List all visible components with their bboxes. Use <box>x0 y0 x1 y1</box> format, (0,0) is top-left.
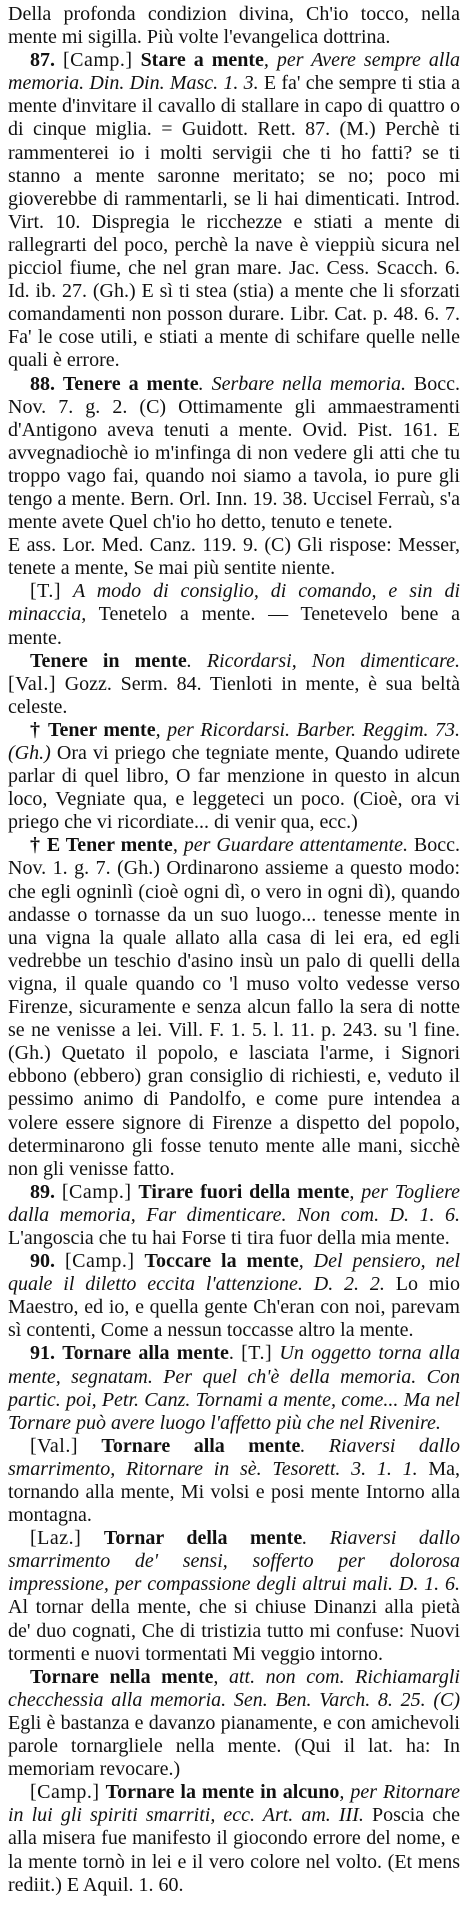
entry-definition: , per Ricordarsi. Barber. Reggim. 73. (Gh.) <box>8 718 461 764</box>
entry-number: 89. <box>30 1180 55 1203</box>
entry-tener-mente <box>8 719 460 834</box>
entry-tornare-nella-mente <box>8 1666 460 1781</box>
entry-headword: Tornare nella mente <box>30 1665 214 1688</box>
entry-definition: , att. non com. Richiamargli checchessia alla memoria. Sen. Ben. Varch. 8. 25. (C) <box>8 1665 460 1711</box>
source-tag: [Camp.] <box>61 1180 132 1203</box>
entry-tornare-la-mente <box>8 1781 460 1896</box>
entry-number: 88. <box>30 372 55 395</box>
entry-body: Ora vi priego che tegniate mente, Quando udirete parlar di quel libro, O far menzione in questo in alcun loco, Vegniate qua, e leggeteci un poco. (Cioè, ora vi priego che vi ricordiate... di venir qua, ecc.) <box>8 742 460 834</box>
source-tag: [T.] <box>30 580 62 603</box>
entry-definition: A modo di consiglio, di comando, e sin di minaccia, <box>8 580 460 626</box>
entry-definition: , per Ritornare in lui gli spiriti smarriti, ecc. Art. am. III. <box>8 1781 461 1827</box>
entry-headword: Tornare la mente in alcuno <box>105 1781 340 1804</box>
entry-headword: Toccare la mente <box>144 1250 299 1273</box>
entry-headword: Tirare fuori della mente <box>138 1180 350 1203</box>
entry-headword: Tornare alla mente <box>101 1434 301 1457</box>
entry-body: E ass. Lor. Med. Canz. 119. 9. (C) Gli rispose: Messer, tenete a mente, Se mai più sentite niente. <box>8 534 460 580</box>
source-tag: [Camp.] <box>30 1781 100 1804</box>
entry-definition: , per Avere sempre alla memoria. Din. Din. Masc. 1. 3. <box>8 49 461 95</box>
entry-tenere-in-mente <box>8 650 460 719</box>
entry-headword: Tornare alla mente <box>62 1342 229 1365</box>
entry-definition: . Ricordarsi, Non dimenticare. <box>186 649 460 672</box>
entry-body: Egli è bastanza e davanzo pianamente, e con amichevoli parole tornargliele nella mente. (Qui il lat. ha: In memoriam revocare.) <box>8 1711 460 1781</box>
entry-definition: . Serbare nella memoria. <box>198 372 407 395</box>
entry-number: 87. <box>30 49 55 72</box>
entry-definition: . Riaversi dallo smarrimento de' sensi, sofferto per dolorosa impressione, per compassione degli altrui mali. D. 1. 6. <box>8 1527 461 1596</box>
entry-e-tener-mente <box>8 834 460 1180</box>
entry-headword: Tener mente <box>48 718 156 741</box>
entry-91 <box>8 1342 460 1434</box>
entry-definition: , per Guardare attentamente. <box>172 834 408 857</box>
dagger-mark: † <box>30 718 42 741</box>
source-tag: [T.] <box>241 1342 273 1365</box>
source-tag: [Camp.] <box>64 1250 135 1273</box>
entry-headword: Stare a mente <box>140 49 264 72</box>
entry-91-val <box>8 1435 460 1527</box>
source-tag: [Val.] <box>30 1434 78 1457</box>
entry-91-laz <box>8 1527 460 1666</box>
entry-88 <box>8 373 460 535</box>
entry-headword: Tornar della mente <box>103 1527 303 1550</box>
entry-body: E fa' che sempre ti stia a mente d'invitare il cavallo di stallare in capo di quattro o di cinque miglia. = Guidott. Rett. 87. (M.) Perchè ti rammenterei io i molti servigii che ti ho fatti? se ti stanno a mente saronne meritato; se no; poco mi gioverebbe di rammentarli, se li hai dimenticati. Introd. Virt. 10. Dispregia le ricchezze e stiati a mente di rallegrarti del poco, perchè la nave è vieppiù sicura nel picciol fiume, che nel gran mare. Jac. Cess. Scacch. 6. Id. ib. 27. (Gh.) E sì ti stea (stia) a mente che li sforzati comandamenti non posson durare. Libr. Cat. p. 48. 6. 7. Fa' le cose utili, e stiati a mente di schifare quelle nelle quali è errore. <box>8 72 460 372</box>
entry-body: L'angoscia che tu hai Forse ti tira fuor della mia mente. <box>8 1226 450 1249</box>
source-tag: [Val.] <box>8 672 56 695</box>
entry-number: 90. <box>30 1250 55 1273</box>
entry-number: 91. <box>30 1342 55 1365</box>
entry-87 <box>8 49 460 372</box>
entry-body: Bocc. Nov. 7. g. 2. (C) Ottimamente gli ammaestramenti d'Antigono aveva tenuti a mente. Ovid. Pist. 161. E avvegnadiochè io m'infinga di non vedere gli atti che tu troppo vago fai, quando noi siamo a tavola, io pure gli tengo a mente. Bern. Orl. Inn. 19. 38. Uccisel Ferraù, s'a mente avete Quel ch'io ho detto, tenuto e tenete. <box>8 372 461 534</box>
entry-body: Gozz. Serm. 84. Tienloti in mente, è sua beltà celeste. <box>8 672 460 718</box>
entry-body: Un oggetto torna alla mente, segnatam. Per quel ch'è della memoria. Con partic. poi, Petr. Canz. Tornami a mente, come... Ma nel Tornare può avere luogo l'affetto più che nel Rivenire. <box>8 1342 461 1434</box>
entry-88-consiglio <box>8 580 460 649</box>
entry-90 <box>8 1250 460 1342</box>
entry-89 <box>8 1181 460 1250</box>
entry-headword: Tenere a mente <box>62 372 199 395</box>
dagger-mark: † <box>30 834 41 857</box>
entry-headword: E Tener mente <box>46 834 173 857</box>
entry-definition: , Del pensiero, nel quale il diletto eccita l'attenzione. D. 2. 2. <box>8 1250 461 1296</box>
entry-definition: . Riaversi dallo smarrimento, Ritornare in sè. Tesorett. 3. 1. 1. <box>8 1434 460 1480</box>
entry-body: Bocc. Nov. 1. g. 7. (Gh.) Ordinarono assieme a questo modo: che egli ogninlì (cioè ogni dì, o vero in ogni dì), quando andasse o tornasse da un suo luogo... tenesse mente in una vigna la quale allato alla casa di lei era, ed egli vedrebbe un teschio d'asino insù un palo di quelli della vigna, il quale quando co 'l muso volto vedesse verso Firenze, sicuramente e senza alcun fallo la sera di notte se ne venisse a lei. Vill. F. 1. 5. l. 11. p. 243. su 'l fine. (Gh.) Quetato il popolo, e lasciata l'arme, i Signori ebbono (ebbero) gran consiglio di richiesti, e, veduto il pessimo animo di Pandolfo, e come pure intendea a volere essere signore di Firenze a dispetto del popolo, determinarono gli fosse tenuto mente alle mani, sicchè non gli venisse fatto. <box>8 834 461 1180</box>
entry-headword: Tenere in mente <box>30 649 187 672</box>
entry-body: Tenetelo a mente. — Tenetevelo bene a mente. <box>8 603 460 649</box>
intro-text: Della profonda condizion divina, Ch'io tocco, nella mente mi sigilla. Più volte l'evangelica dottrina. <box>8 3 460 49</box>
entry-body: Lo mio Maestro, ed io, e quella gente Ch'eran con noi, parevam sì contenti, Come a nessun toccasse altro la mente. <box>8 1273 460 1342</box>
entry-intro <box>8 3 460 49</box>
entry-body: Poscia che alla misera fue manifesto il giocondo errore del nome, e la mente tornò in lei e il vero colore nel volto. (Et mens rediit.) E Aquil. 1. 60. <box>8 1804 460 1896</box>
entry-body: Ma, tornando alla mente, Mi volsi e posi mente Intorno alla montagna. <box>8 1457 460 1527</box>
source-tag: [Laz.] <box>30 1527 82 1550</box>
entry-88-ass <box>8 534 460 580</box>
source-tag: [Camp.] <box>62 49 133 72</box>
entry-definition: , per Togliere dalla memoria, Far dimenticare. Non com. D. 1. 6. <box>8 1180 461 1226</box>
entry-body: Al tornar della mente, che si chiuse Dinanzi alla pietà de' duo cognati, Che di tristizia tutto mi confuse: Nuovi tormenti e nuovi tormentati Mi veggio intorno. <box>8 1596 460 1665</box>
spacer: . <box>228 1342 242 1365</box>
